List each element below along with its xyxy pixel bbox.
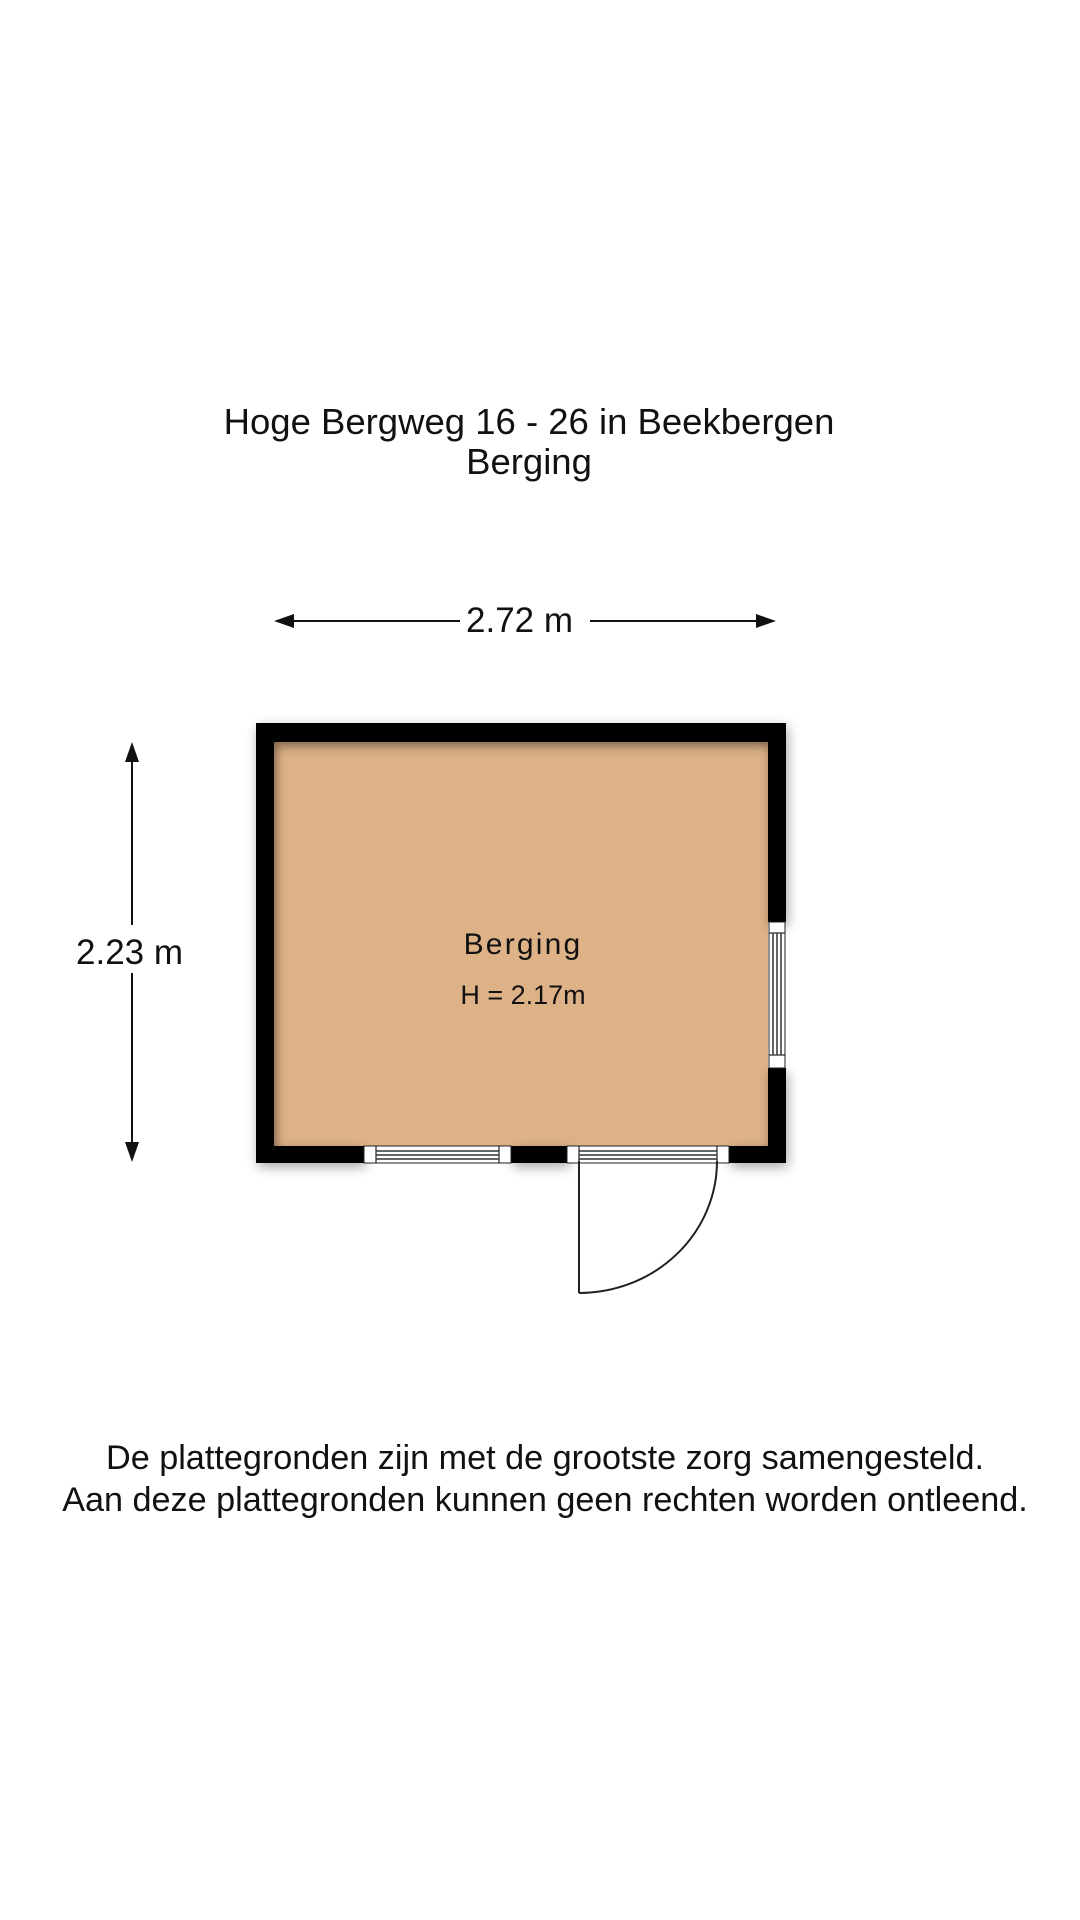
window-right-wall xyxy=(769,922,785,1068)
address-title: Hoge Bergweg 16 - 26 in Beekbergen xyxy=(223,401,835,442)
disclaimer-line-1: De plattegronden zijn met de grootste zorg samengesteld. xyxy=(106,1439,984,1477)
disclaimer-line-2: Aan deze plattegronden kunnen geen rechten worden ontleend. xyxy=(62,1481,1028,1519)
room-name-label: Berging xyxy=(463,928,583,961)
door-bottom-wall xyxy=(567,1146,729,1293)
width-dimension-label: 2.72 m xyxy=(466,601,573,640)
height-dimension-label: 2.23 m xyxy=(76,933,183,972)
room-height-label: H = 2.17m xyxy=(460,980,586,1010)
door-swing-arc xyxy=(579,1161,717,1293)
floor-name-title: Berging xyxy=(466,441,592,482)
disclaimer xyxy=(0,1437,1080,1521)
window-bottom-wall xyxy=(364,1146,511,1163)
